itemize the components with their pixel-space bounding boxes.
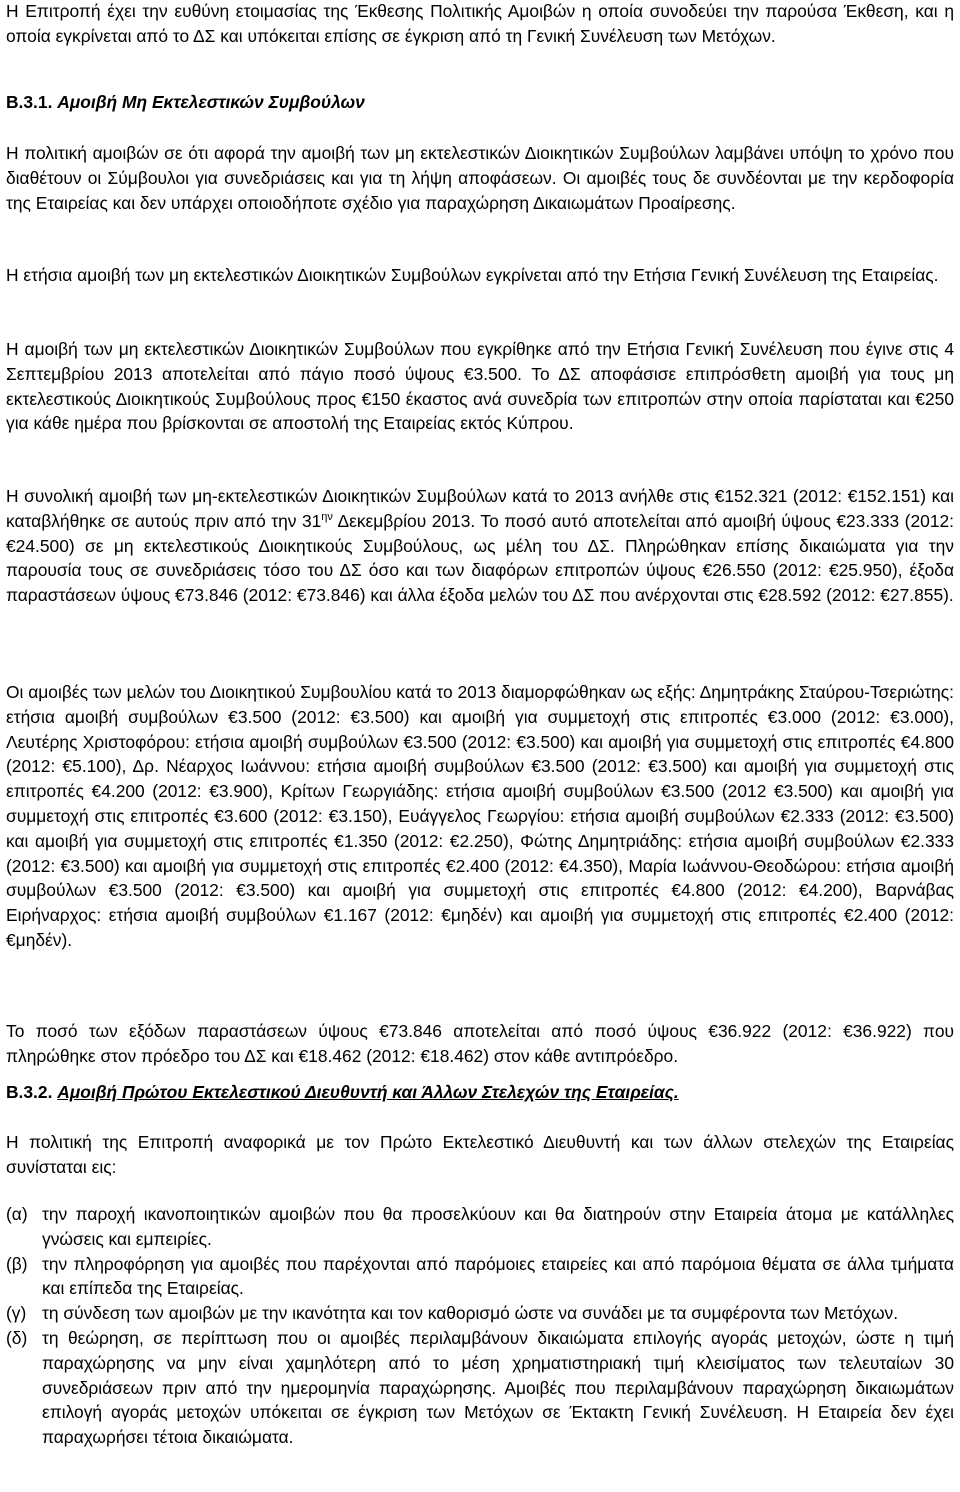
section-heading-b31 bbox=[6, 90, 954, 115]
list-item bbox=[6, 1252, 954, 1302]
paragraph-annual-approval: Η ετήσια αμοιβή των μη εκτελεστικών Διοικητικών Συμβούλων εγκρίνεται από την Ετήσια Γενική Συνέλευση της Εταιρείας. bbox=[6, 265, 939, 285]
paragraph-ceo-policy: Η πολιτική της Επιτροπή αναφορικά με τον Πρώτο Εκτελεστικό Διευθυντή και των άλλων στελεχών της Εταιρείας συνίσταται εις: bbox=[6, 1132, 954, 1177]
policy-list bbox=[6, 1202, 954, 1450]
paragraph-total-remuneration bbox=[6, 484, 954, 608]
list-text: τη σύνδεση των αμοιβών με την ικανότητα και τον καθορισμό ώστε να συνάδει με τα συμφέροντα των Μετόχων. bbox=[42, 1303, 899, 1324]
list-text: τη θεώρηση, σε περίπτωση που οι αμοιβές περιλαμβάνουν δικαιώματα επιλογής αγοράς μετοχών, ώστε η τιμή παραχώρησης να μην είναι χαμηλότερη από το μέση χρηματιστηριακή τιμή κλεισίματος των τελευταίων 30 συνεδριάσεων πριν από την ημερομηνία παραχώρησης. Αμοιβές που περιλαμβάνουν παραχώρηση δικαιωμάτων επιλογή αγοράς μετοχών υπόκειται σε έγκριση των Μετόχων σε Έκτακτη Γενική Συνέλευση. Η Εταιρεία δεν έχει παραχωρήσει τέτοια δικαιώματα. bbox=[42, 1327, 954, 1448]
list-text: την παροχή ικανοποιητικών αμοιβών που θα προσελκύουν και θα διατηρούν στην Εταιρεία άτομα με κατάλληλες γνώσεις και εμπειρίες. bbox=[42, 1204, 954, 1249]
list-item bbox=[6, 1326, 954, 1450]
total-remuneration-text-a: Η συνολική αμοιβή των μη-εκτελεστικών Διοικητικών Συμβούλων κατά το 2013 ανήλθε στις €152.321 (2012: €152.151) και καταβλήθηκε σε αυτούς πριν από την 31 bbox=[6, 486, 954, 531]
section-heading-b32 bbox=[6, 1080, 954, 1105]
total-remuneration-text-b: Δεκεμβρίου 2013. Το ποσό αυτό αποτελείται από αμοιβή ύψους €23.333 (2012: €24.500) σε μη εκτελεστικούς Διοικητικούς Συμβούλους, ως μέλη του ΔΣ. Πληρώθηκαν επίσης δικαιώματα για την παρουσία τους σε συνεδριάσεις τόσο του ΔΣ όσο και των διαφόρων επιτροπών ύψους €26.550 (2012: €25.950), έξοδα παραστάσεων ύψους €73.846 (2012: €73.846) και άλλα έξοδα μελών του ΔΣ που ανέρχονται στις €28.592 (2012: €27.855). bbox=[6, 510, 954, 606]
section-number: Β.3.2. bbox=[6, 1082, 53, 1102]
ordinal-superscript: ην bbox=[321, 511, 333, 523]
list-marker: (α) bbox=[6, 1204, 28, 1224]
paragraph-fixed-fee: Η αμοιβή των μη εκτελεστικών Διοικητικών Συμβούλων που εγκρίθηκε από την Ετήσια Γενική Συνέλευση που έγινε στις 4 Σεπτεμβρίου 2013 αποτελείται από πάγιο ποσό ύψους €3.500. Το ΔΣ αποφάσισε επιπρόσθετη αμοιβή για τους μη εκτελεστικούς Διοικητικούς Συμβούλους προς €150 έκαστος ανά συνεδρία των επιτροπών στην οποία παρίσταται και €250 για κάθε ημέρα που βρίσκονται σε αποστολή της Εταιρείας εκτός Κύπρου. bbox=[6, 339, 954, 434]
paragraph-representation-expenses: Το ποσό των εξόδων παραστάσεων ύψους €73.846 αποτελείται από ποσό ύψους €36.922 (2012: €36.922) που πληρώθηκε στον πρόεδρο του ΔΣ και €18.462 (2012: €18.462) στον κάθε αντιπρόεδρο. bbox=[6, 1021, 954, 1066]
list-marker: (β) bbox=[6, 1253, 28, 1274]
list-marker: (γ) bbox=[6, 1303, 27, 1324]
list-item bbox=[6, 1202, 954, 1252]
paragraph-board-members-fees: Οι αμοιβές των μελών του Διοικητικού Συμβουλίου κατά το 2013 διαμορφώθηκαν ως εξής: Δημητράκης Σταύρου-Τσεριώτης: ετήσια αμοιβή συμβούλων €3.500 (2012: €3.500) και αμοιβή για συμμετοχή στις επιτροπές €3.000 (2012: €3.000), Λευτέρης Χριστοφόρου: ετήσια αμοιβή συμβούλων €3.500 (2012: €3.500) και αμοιβή για συμμετοχή στις επιτροπές €4.800 (2012: €5.100), Δρ. Νέαρχος Ιωάννου: ετήσια αμοιβή συμβούλων €3.500 (2012: €3.500) και αμοιβή για συμμετοχή στις επιτροπές €4.200 (2012: €3.900), Κρίτων Γεωργιάδης: ετήσια αμοιβή συμβούλων €3.500 (2012 €3.500) και αμοιβή για συμμετοχή στις επιτροπές €3.600 (2012: €3.150), Ευάγγελος Γεωργίου: ετήσια αμοιβή συμβούλων €2.333 (2012: €3.500) και αμοιβή για συμμετοχή στις επιτροπές €1.350 (2012: €2.250), Φώτης Δημητριάδης: ετήσια αμοιβή συμβούλων €2.333 (2012: €3.500) και αμοιβή για συμμετοχή στις επιτροπές €2.400 (2012: €4.350), Μαρία Ιωάννου-Θεοδώρου: ετήσια αμοιβή συμβούλων €3.500 (2012: €3.500) και αμοιβή για συμμετοχή στις επιτροπές €4.800 (2012: €4.200), Βαρνάβας Ειρήναρχος: ετήσια αμοιβή συμβούλων €1.167 (2012: €μηδέν) και αμοιβή για συμμετοχή στις επιτροπές €2.400 (2012: €μηδέν). bbox=[6, 682, 954, 950]
list-marker: (δ) bbox=[6, 1327, 28, 1348]
section-title: Αμοιβή Πρώτου Εκτελεστικού Διευθυντή και Άλλων Στελεχών της Εταιρείας. bbox=[57, 1082, 679, 1102]
paragraph-policy: Η πολιτική αμοιβών σε ότι αφορά την αμοιβή των μη εκτελεστικών Διοικητικών Συμβούλων λαμβάνει υπόψη το χρόνο που διαθέτουν οι Σύμβουλοι για συνεδριάσεις και για τη λήψη αποφάσεων. Οι αμοιβές τους δε συνδέονται με την κερδοφορία της Εταιρείας και δεν υπάρχει οποιοδήποτε σχέδιο για παραχώρηση Δικαιωμάτων Προαίρεσης. bbox=[6, 143, 954, 213]
list-item bbox=[6, 1301, 954, 1326]
section-title: Αμοιβή Μη Εκτελεστικών Συμβούλων bbox=[57, 92, 365, 112]
intro-paragraph: Η Επιτροπή έχει την ευθύνη ετοιμασίας της Έκθεσης Πολιτικής Αμοιβών η οποία συνοδεύει την παρούσα Έκθεση, και η οποία εγκρίνεται από το ΔΣ και υπόκειται επίσης σε έγκριση από τη Γενική Συνέλευση των Μετόχων. bbox=[6, 1, 954, 46]
list-text: την πληροφόρηση για αμοιβές που παρέχονται από παρόμοιες εταιρείες και από παρόμοια θέματα σε άλλα τμήματα και επίπεδα της Εταιρείας. bbox=[42, 1253, 954, 1299]
section-number: Β.3.1. bbox=[6, 92, 53, 112]
